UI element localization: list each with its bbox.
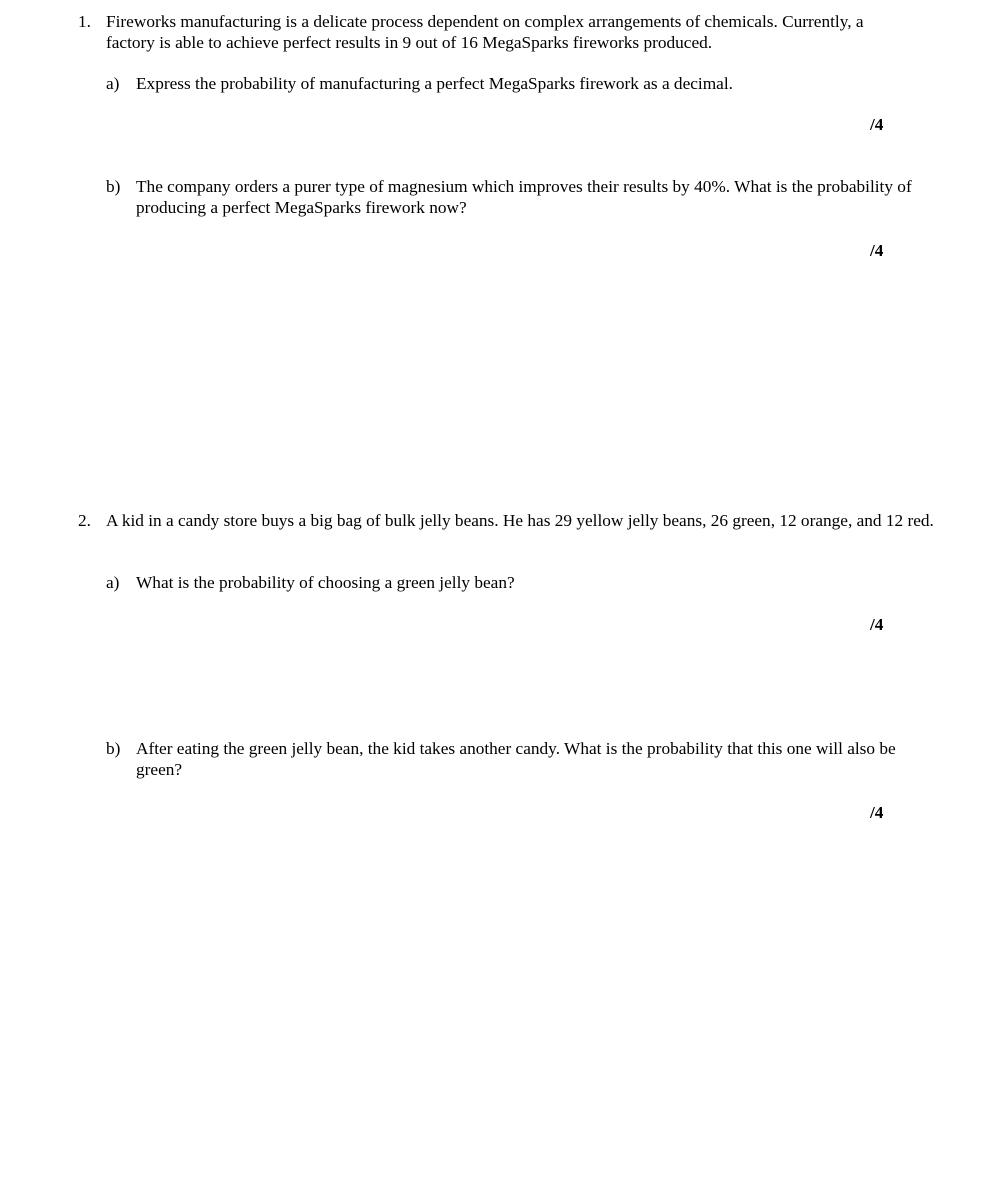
question-text: Fireworks manufacturing is a delicate process dependent on complex arrangements of chemicals. Currently, a factory is able to achieve perfect results in 9 out of 16 MegaSparks fireworks produced. [106, 12, 864, 52]
marks-label: /4 [870, 241, 884, 260]
part-label: a) [106, 74, 120, 93]
part-text: Express the probability of manufacturing a perfect MegaSparks firework as a decimal. [136, 74, 733, 93]
question-number: 2. [78, 511, 91, 530]
question-number: 1. [78, 12, 91, 31]
question-text: A kid in a candy store buys a big bag of bulk jelly beans. He has 29 yellow jelly beans, 26 green, 12 orange, and 12 red. [106, 511, 934, 530]
marks-label: /4 [870, 115, 884, 134]
marks-label: /4 [870, 803, 884, 822]
part-label: b) [106, 739, 121, 758]
part-text: What is the probability of choosing a green jelly bean? [136, 573, 515, 592]
part-label: b) [106, 177, 121, 196]
part-text: After eating the green jelly bean, the kid takes another candy. What is the probability that this one will also be green? [136, 739, 896, 779]
part-text: The company orders a purer type of magnesium which improves their results by 40%. What is the probability of producing a perfect MegaSparks firework now? [136, 177, 912, 217]
marks-label: /4 [870, 615, 884, 634]
part-label: a) [106, 573, 120, 592]
